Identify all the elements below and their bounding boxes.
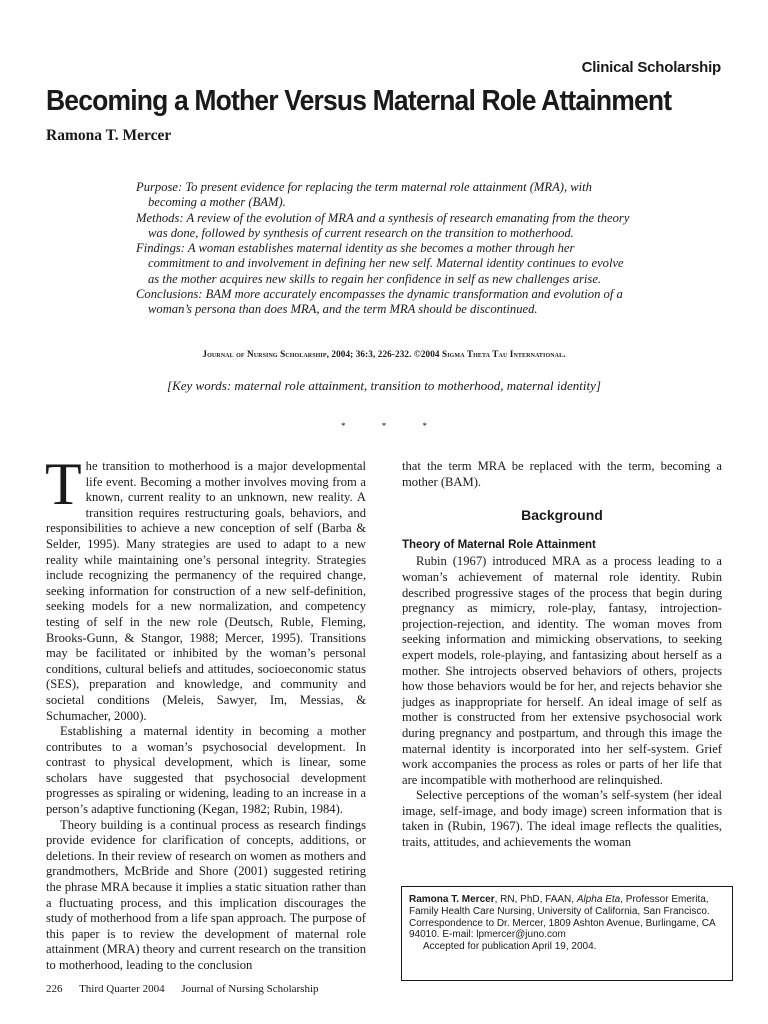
bio-credentials: , RN, PhD, FAAN, <box>494 894 577 905</box>
body-paragraph: that the term MRA be replaced with the term, becoming a mother (BAM). <box>402 459 722 489</box>
subsection-heading: Theory of Maternal Role Attainment <box>402 538 596 551</box>
author-bio-box <box>401 886 733 981</box>
abstract-text: To present evidence for replacing the term maternal role attainment (MRA), with becoming a mother (BAM). <box>148 180 592 210</box>
abstract <box>136 180 636 318</box>
abstract-text: A woman establishes maternal identity as she becomes a mother through her commitment to and involvement in defining her new self. Maternal identity continues to evolve as the mother acquires new skills to regain her confidence in self as new challenges arise. <box>148 241 624 286</box>
body-paragraph: Theory building is a continual process as research findings provide evidence for clarification of concepts, additions, or deletions. In their review of research on women as mothers and grandmothers, McBride and Shore (2001) suggested retiring the phrase MRA because it implies a static situation rather than a fluctuating process, and this implication discourages the study of motherhood from a life span approach. The purpose of this paper is to review the development of maternal role attainment (MRA) theory and current research on the transition to motherhood, leading to the conclusion <box>46 817 366 972</box>
abstract-conclusions <box>136 287 636 318</box>
abstract-label: Findings: <box>136 241 185 256</box>
acceptance-date: Accepted for publication April 19, 2004. <box>423 941 597 953</box>
journal-citation: Journal of Nursing Scholarship, 2004; 36:3, 226-232. ©2004 Sigma Theta Tau International. <box>202 349 566 359</box>
body-paragraph: Selective perceptions of the woman’s self-system (her ideal image, self-image, and body image) screen information that is taken in (Rubin, 1967). The ideal image reflects the qualities, traits, attitudes, and achievements the woman <box>402 788 722 850</box>
abstract-methods <box>136 211 636 242</box>
author-name: Ramona T. Mercer <box>46 127 172 144</box>
keywords: [Key words: maternal role attainment, transition to motherhood, maternal identity] <box>167 378 601 393</box>
abstract-text: A review of the evolution of MRA and a synthesis of research emanating from the theory was done, followed by synthesis of current research on the transition to motherhood. <box>148 210 630 240</box>
section-heading: Background <box>521 507 603 524</box>
body-paragraph: Rubin (1967) introduced MRA as a process leading to a woman’s achievement of maternal role identity. Rubin described progressive stages of the process that begin during pregnancy as mimicry, role-play, fantasy, introjection-projection-rejection, and identity. The woman moves from seeking information and mimicking observations, to seeking expert models, role-playing, and fantasizing about herself as a mother. She introjects observed behaviors of others, projects how those behaviors would be for her, and rejects behavior she judges as inappropriate for herself. An ideal image of self as mother is constructed from her extensive psychosocial work during pregnancy and postpartum, and through this image the maternal identity is incorporated into her self-system. Grief work accompanies the process as roles or parts of her life that are incompatible with motherhood are relinquished. <box>402 554 722 787</box>
abstract-findings <box>136 241 636 287</box>
body-paragraph <box>45 451 366 724</box>
section-label: Clinical Scholarship <box>581 59 721 76</box>
page-footer <box>46 983 333 995</box>
body-column-right <box>402 459 722 851</box>
abstract-purpose <box>136 180 636 211</box>
body-paragraph: Establishing a maternal identity in becoming a mother contributes to a woman’s psychosocial development. In contrast to physical development, which is linear, some scholars have suggested that psychosocial development progresses as spiraling or widening, leading to an increase in a person’s adaptive functioning (Kegan, 1982; Rubin, 1984). <box>46 724 366 817</box>
section-separator: * * * <box>341 421 427 431</box>
abstract-label: Methods: <box>136 210 184 225</box>
abstract-text: BAM more accurately encompasses the dynamic transformation and evolution of a woman’s persona than does MRA, and the term MRA should be discontinued. <box>148 287 623 317</box>
journal-name: Journal of Nursing Scholarship <box>181 983 319 995</box>
bio-details: , Professor Emerita, Family Health Care Nursing, University of California, San Francisco. Correspondence to Dr. Mercer, 1809 Ashton Avenue, Burlingame, CA 94010. E-mail: lpmercer@juno.com <box>409 894 716 941</box>
bio-name: Ramona T. Mercer <box>409 894 495 905</box>
abstract-label: Purpose: <box>136 180 183 194</box>
bio-chapter: Alpha Eta <box>576 894 621 905</box>
paragraph-text: he transition to motherhood is a major developmental life event. Becoming a mother involves moving from a known, current reality to an unknown, new reality. A transition requires restructuring goals, behaviors, and responsibilities to achieve a new conception of self (Barba & Selder, 1995). Many strategies are used to adapt to a new reality while maintaining one’s personal integrity. Strategies include recognizing the permanency of the required change, seeking information for construction of a new self-definition, seeking models for a new normalization, and competency testing of self in the new role (Deutsch, Ruble, Fleming, Brooks-Gunn, & Stangor, 1988; Mercer, 1995). Transitions may be facilitated or inhibited by the woman’s personal conditions, cultural beliefs and attitudes, socioeconomic status (SES), preparation and knowledge, and community and societal conditions (Meleis, Sawyer, Im, Messias, & Schumacher, 2000). <box>46 459 366 723</box>
issue-date: Third Quarter 2004 <box>79 983 165 995</box>
article-title: Becoming a Mother Versus Maternal Role Attainment <box>46 85 672 117</box>
abstract-label: Conclusions: <box>136 287 203 302</box>
author-bio <box>409 894 725 941</box>
page-number: 226 <box>46 983 63 995</box>
drop-cap: T <box>45 451 82 517</box>
body-column-left <box>45 451 366 974</box>
